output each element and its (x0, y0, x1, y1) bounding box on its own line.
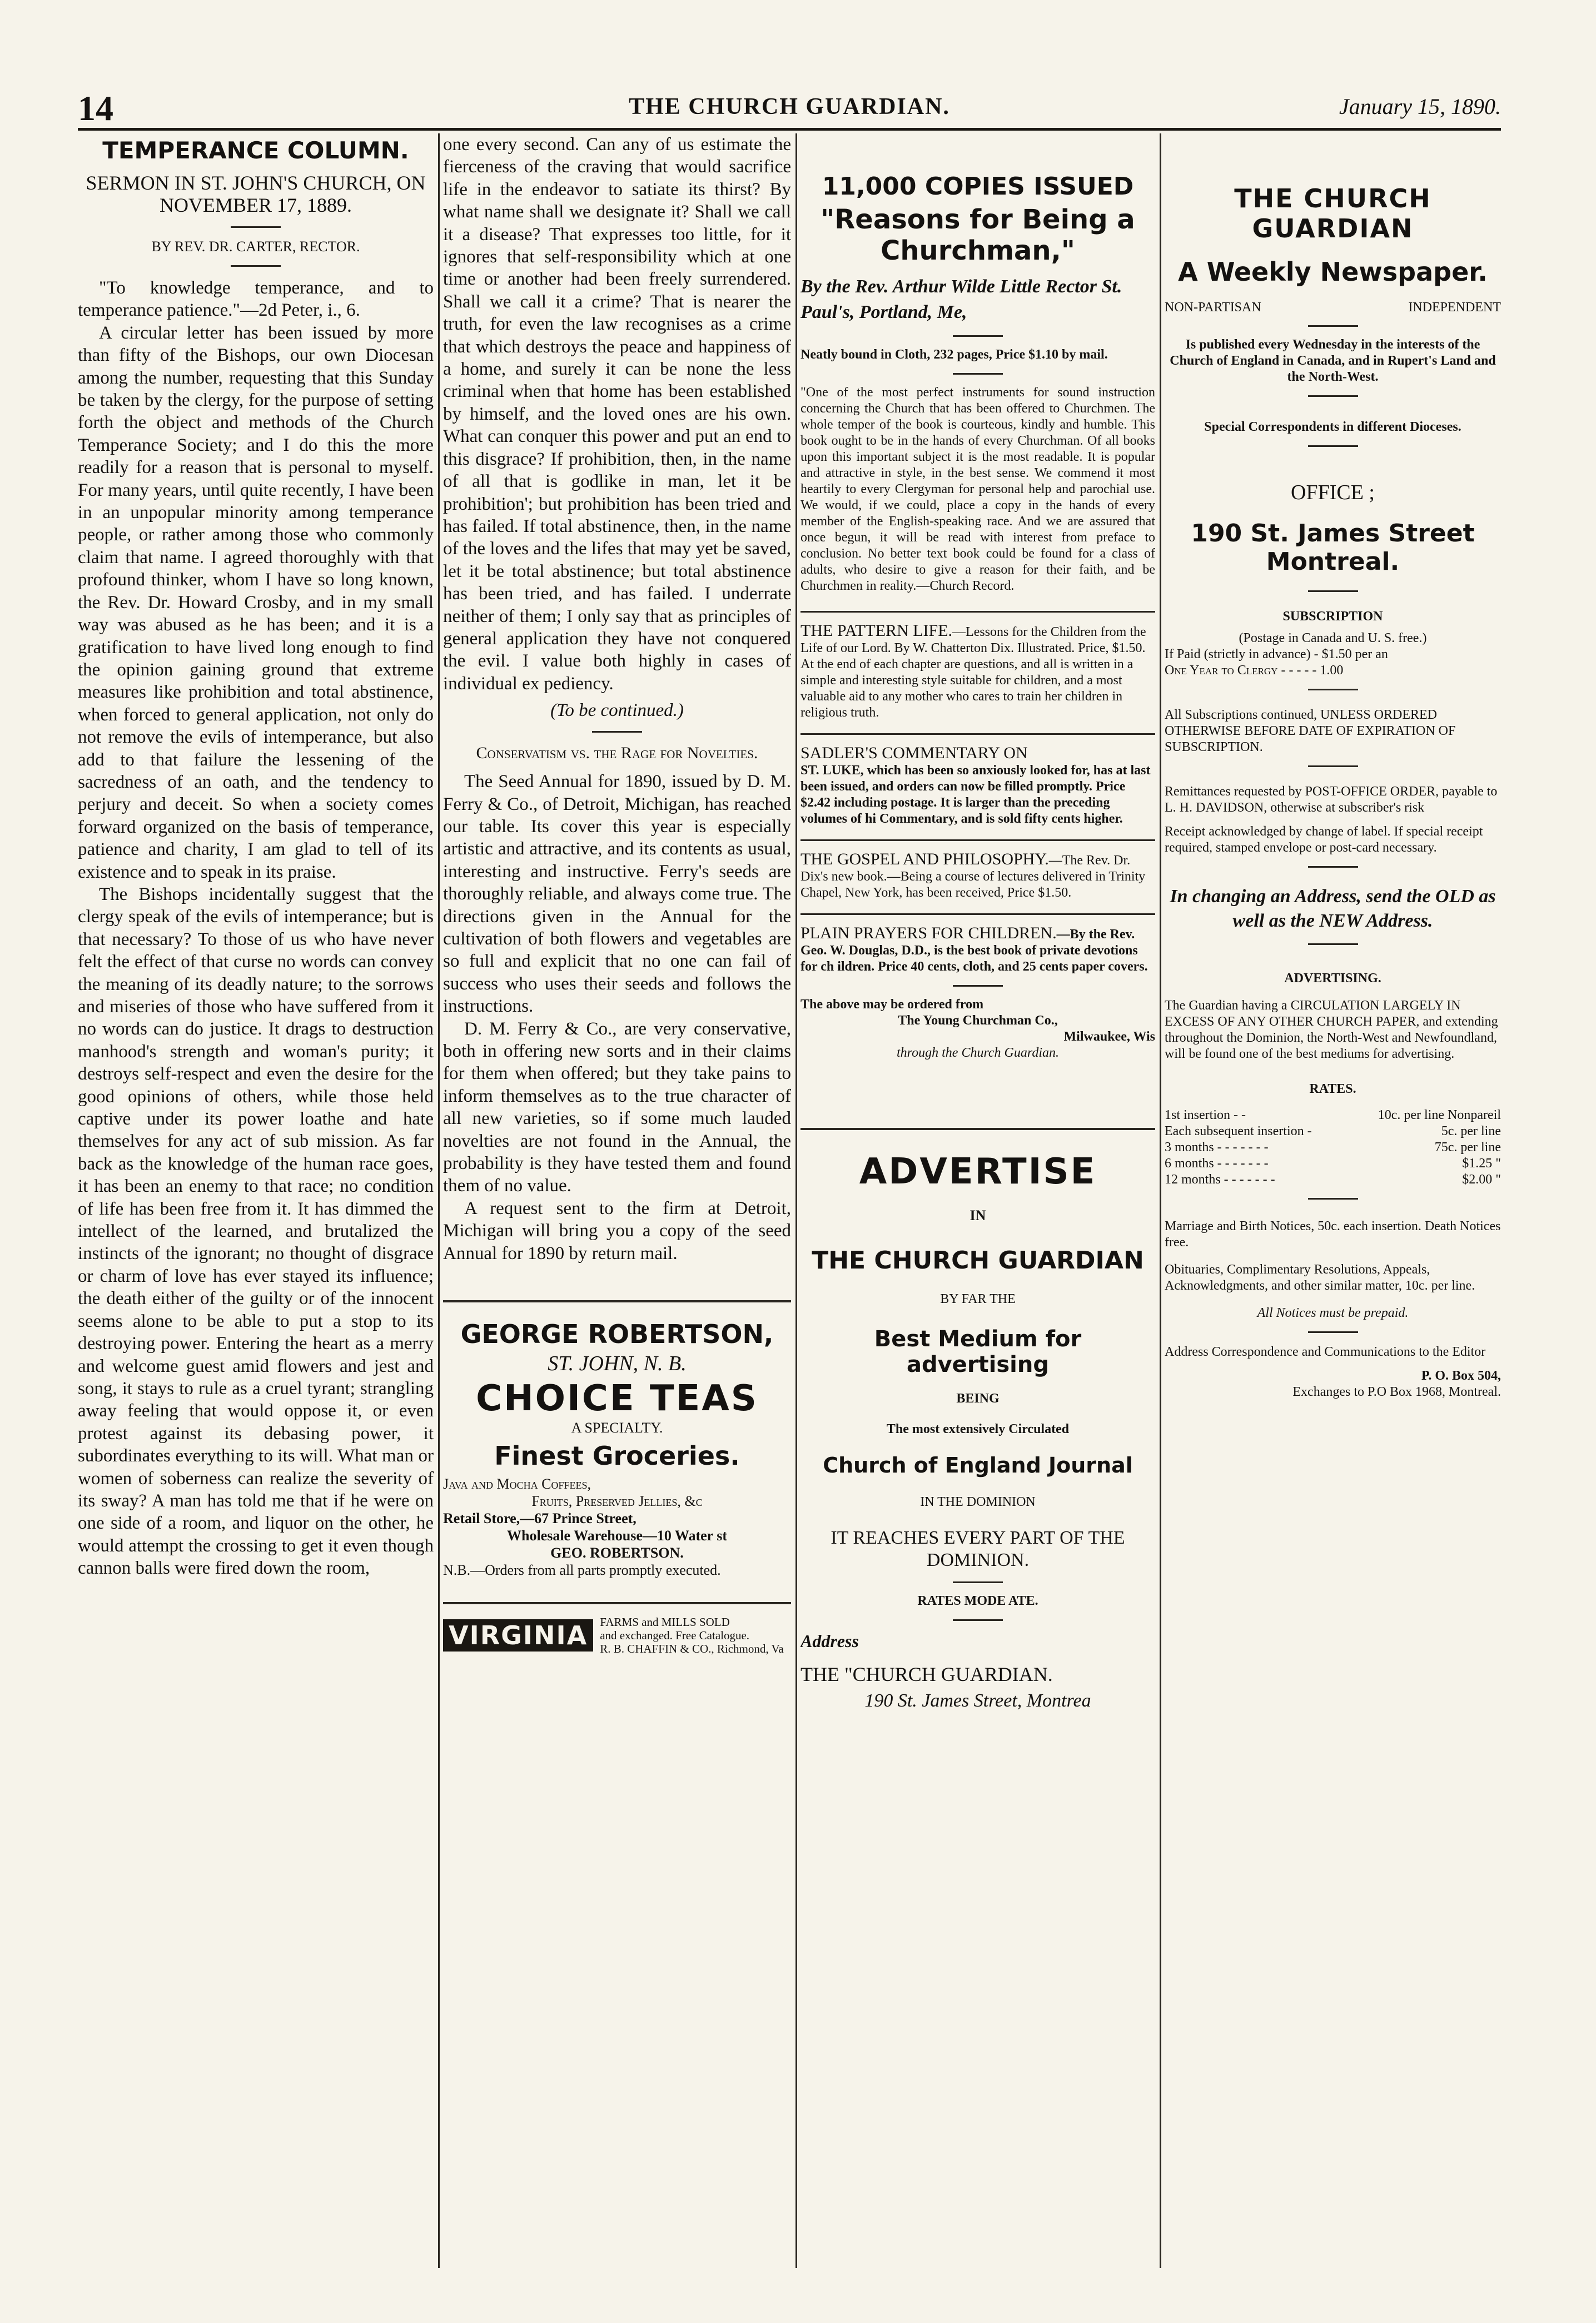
virginia-line: R. B. CHAFFIN & CO., Richmond, Va (600, 1642, 784, 1656)
divider (953, 1619, 1003, 1621)
paragraph: A circular letter has been issued by more than fifty of the Bishops, our own Diocesan among the number, requesting that this Sunday be taken by the clergy, for the purpose of setting forth the object and methods of the Church Temperance Society; and I do this the more readily for a reason that is personal to myself. For many years, until quite recently, I have been in an unpopular minority among temperance people, or rather among those who commonly claim that name. I agreed thoroughly with that profound thinker, whom I have so long known, the Rev. Dr. Howard Crosby, and in my small way was abused as he has been; and it is a gratification to have lived long enough to find the opinion gaining ground that extreme measures like prohibition and total abstinence, when forced to general application, not only do not remove the evils of intemperance, but also add to that failure the lessening of the sacredness of an oath, and the tendency to perjury and deceit. So when a society comes forward organized on the basis of temperance, patience and charity, I am glad to tell of its existence and to speak in its praise. (78, 322, 434, 882)
correspondence-notice: Address Correspondence and Communications to the Editor (1165, 1345, 1486, 1359)
rate-label: 1st insertion - - (1165, 1108, 1246, 1122)
po-box: P. O. Box 504, (1421, 1369, 1501, 1383)
order-via: through the Church Guardian. (897, 1046, 1059, 1060)
book-author: By the Rev. Arthur Wilde Little Rector St. Paul's, Portland, Me, (801, 276, 1122, 322)
section-heading: TEMPERANCE COLUMN. (102, 137, 409, 164)
rate-row (1165, 1172, 1501, 1188)
column-temperance (78, 133, 434, 2268)
masthead-title: THE CHURCH GUARDIAN (1234, 183, 1431, 243)
ad-merchant-name: GEORGE ROBERTSON, (460, 1319, 774, 1350)
office-address: 190 St. James Street Montreal. (1191, 519, 1475, 576)
pattern-life-text: —Lessons for the Children from the Life of our Lord. By W. Chatterton Dix. Illustrated. Price, $1.50. (801, 625, 1146, 655)
remittances-notice: Remittances requested by POST-OFFICE ORDER, payable to L. H. DAVIDSON, otherwise at subscriber's risk (1165, 784, 1498, 815)
robertson-ad (443, 1300, 791, 1579)
postage-note: (Postage in Canada and U. S. free.) (1239, 631, 1427, 645)
book-review: "One of the most perfect instruments for sound instruction concerning the Church that has been offered to Churchmen. The whole temper of the book is courteous, kindly and humble. This book ought to be in the hands of every Churchman. Of all books upon this important subject it is the most readable. It is popular and attractive in style, in the best sense. We commend it most heartily to every Clergyman for personal help and parochial use. We would, if we could, place a copy in the hands of every member of the English-speaking race. And we are assured that once begun, it will be read with interest from preface to conclusion. No better text book could be found for a class of adults, who desire to give a reason for their faith, and be Churchmen in reality.—Church Record. (801, 385, 1155, 593)
advertise-paper: THE CHURCH GUARDIAN (812, 1246, 1144, 1275)
published-note: Is published every Wednesday in the interests of the Church of England in Canada, and in Rupert's Land and the North-West. (1170, 337, 1496, 384)
rate-label: Each subsequent insertion - (1165, 1124, 1312, 1138)
divider (1308, 866, 1358, 868)
ad-location: ST. JOHN, N. B. (548, 1352, 687, 1376)
paragraph: D. M. Ferry & Co., are very conservative, both in offering new sorts and in their claims for them when offered; but they take pains to inform themselves as to the true character of all new varieties, so if some much lauded novelties are not found in the Annual, the probability is they have tested them and found them of no value. (443, 1018, 791, 1196)
copies-issued: 11,000 COPIES ISSUED (822, 172, 1134, 201)
rate-label: 6 months - - - - - - - (1165, 1156, 1269, 1171)
rate-value: 75c. per line (1434, 1140, 1501, 1155)
sermon-title: SERMON IN ST. JOHN'S CHURCH, ON NOVEMBER 17, 1889. (86, 172, 426, 216)
divider (231, 226, 281, 228)
divider (953, 985, 1003, 987)
column-rule-1 (438, 133, 440, 2268)
divider (953, 1581, 1003, 1583)
book-price: Neatly bound in Cloth, 232 pages, Price $1.10 by mail. (801, 347, 1108, 362)
divider (1308, 943, 1358, 945)
ad-line: Retail Store,—67 Prince Street, (443, 1510, 637, 1527)
divider (1308, 590, 1358, 592)
column-masthead (1165, 133, 1501, 2268)
paragraph: The Seed Annual for 1890, issued by D. M. Ferry & Co., of Detroit, Michigan, has reached our table. Its cover this year is especially artistic and attractive, and its contents as usual, interesting and instructive. Ferry's seeds are thoroughly reliable, and always come true. The directions given in the Annual for the cultivation of both flowers and vegetables are so full and explicit that no one can fail of success who uses their seeds and follows the instructions. (443, 772, 791, 1017)
prayers-title: PLAIN PRAYERS FOR CHILDREN. (801, 924, 1057, 942)
divider (1308, 325, 1358, 327)
prepaid-notice: All Notices must be prepaid. (1257, 1306, 1409, 1320)
office-label: OFFICE ; (1291, 481, 1375, 504)
divider (953, 335, 1003, 337)
advertise-far: BY FAR THE (940, 1292, 1016, 1306)
pattern-life-note: At the end of each chapter are questions, and all is written in a simple and interesting style suitable for children, and a most valuable aid to any mother who cares to train her children in religious truth. (801, 657, 1133, 720)
to-be-continued: (To be continued.) (550, 700, 684, 721)
paragraph: A request sent to the firm at Detroit, Michigan will bring you a copy of the seed Annual for 1890 by return mail. (443, 1198, 791, 1264)
ad-groceries: Finest Groceries. (494, 1441, 740, 1471)
masthead-weekly: A Weekly Newspaper. (1178, 257, 1488, 287)
epigraph: "To knowledge temperance, and to temperance patience."—2d Peter, i., 6. (78, 278, 434, 321)
ad-line: Fruits, Preserved Jellies, &c (531, 1493, 703, 1510)
prayers-text: —By the Rev. Geo. W. Douglas, D.D., is the best book of private devotions for ch ildren. Price 40 cents, cloth, and 25 cents paper covers. (801, 927, 1148, 974)
ad-signature: GEO. ROBERTSON. (550, 1545, 684, 1561)
rate-row (1165, 1140, 1501, 1156)
subscription-heading: SUBSCRIPTION (1282, 609, 1383, 624)
virginia-line: and exchanged. Free Catalogue. (600, 1629, 750, 1643)
order-city: Milwaukee, Wis (1063, 1029, 1155, 1044)
marriage-notice: Marriage and Birth Notices, 50c. each insertion. Death Notices free. (1165, 1219, 1501, 1250)
ad-line: Wholesale Warehouse—10 Water st (506, 1528, 728, 1544)
divider (1308, 1198, 1358, 1200)
paid-rate: If Paid (strictly in advance) - $1.50 per an (1165, 647, 1388, 661)
special-correspondents: Special Correspondents in different Dioceses. (1204, 420, 1461, 434)
ad-specialty: A SPECIALTY. (571, 1420, 663, 1436)
rate-value: $1.25 " (1462, 1156, 1501, 1171)
obituaries-notice: Obituaries, Complimentary Resolutions, Appeals, Acknowledgments, and other similar matter, 10c. per line. (1165, 1262, 1475, 1293)
rate-value: 10c. per line Nonpareil (1378, 1108, 1501, 1122)
rate-row (1165, 1123, 1501, 1140)
advertise-address-line: 190 St. James Street, Montrea (864, 1690, 1091, 1711)
gospel-title: THE GOSPEL AND PHILOSOPHY. (801, 850, 1049, 868)
column-continued (443, 133, 791, 2268)
gospel-text: —The Rev. Dr. Dix's new book.—Being a course of lectures delivered in Trinity Chapel, New York, has been received, Price $1.50. (801, 853, 1146, 900)
virginia-ad (443, 1602, 791, 1655)
advertise-being: BEING (956, 1391, 1000, 1406)
advertise-best: Best Medium for advertising (874, 1326, 1082, 1377)
column-rule-3 (1160, 133, 1161, 2268)
ad-note: N.B.—Orders from all parts promptly executed. (443, 1562, 721, 1579)
book-title: "Reasons for Being a Churchman," (821, 204, 1135, 266)
advertise-dominion: IN THE DOMINION (920, 1495, 1036, 1509)
clergy-rate: One Year to Clergy - - - - - 1.00 (1165, 663, 1344, 678)
page-header (78, 88, 1501, 131)
ad-line: Java and Mocha Coffees, (443, 1476, 591, 1493)
issue-date: January 15, 1890. (1339, 94, 1501, 119)
rate-label: 3 months - - - - - - - (1165, 1140, 1269, 1155)
virginia-line: FARMS and MILLS SOLD (600, 1615, 730, 1629)
page-number: 14 (78, 88, 113, 128)
advertise-box (801, 1128, 1155, 1712)
continued-notice: All Subscriptions continued, UNLESS ORDERED OTHERWISE BEFORE DATE OF EXPIRATION OF SUBSCRIPTION. (1165, 708, 1456, 754)
divider (953, 373, 1003, 375)
rate-table (1165, 1107, 1501, 1188)
advertise-address-line: THE "CHURCH GUARDIAN. (801, 1663, 1053, 1685)
rate-row (1165, 1107, 1501, 1123)
advertise-in: IN (969, 1207, 986, 1223)
sadler-title: SADLER'S COMMENTARY ON (801, 744, 1028, 762)
rate-row (1165, 1156, 1501, 1172)
advertising-text: The Guardian having a CIRCULATION LARGELY IN EXCESS OF ANY OTHER CHURCH PAPER, and extending throughout the Dominion, the North-West and Newfoundland, will be found one of the best mediums for advertising. (1165, 998, 1498, 1061)
non-partisan: NON-PARTISAN (1165, 300, 1261, 315)
sermon-byline: BY REV. DR. CARTER, RECTOR. (151, 238, 360, 255)
advertise-heading: ADVERTISE (859, 1151, 1097, 1192)
advertising-heading: ADVERTISING. (1284, 971, 1381, 986)
column-rule-2 (795, 133, 797, 2268)
rate-value: 5c. per line (1441, 1124, 1501, 1138)
address-change-notice: In changing an Address, send the OLD as well as the NEW Address. (1170, 886, 1496, 931)
paragraph: The Bishops incidentally suggest that the clergy speak of the evils of intemperance; but is that necessary? To those of us who have never felt the effect of that curse no words can convey the meaning of its deadly nature; to the sorrows and miseries of those who have suffered from it no words can do justice. It drags to destruction manhood's strength and woman's purity; it destroys self-respect and even the desire for the good opinions of others, while those held captive under its power loathe and hate themselves for any act of sub mission. As far back as the knowledge of the human race goes, it has been an enemy to that race; no condition of life has been free from it. It has dimmed the intellect of the learned, and brutalized the instincts of the ignorant; no thought of disgrace or charm of love has ever stayed its influence; the death either of the guilty or of the innocent seems alone to be able to put a stop to its destroying power. Entering the heart as a merry and welcome guest amid flowers and jest and song, it stays to rule as a cruel tyrant; strangling away feeling that would oppose it, or even protest against its debasing power, it subordinates everything to its will. What man or women of soberness can realize the severity of its sway? A man has told me that if he were on one side of a room, and liquor on the other, he would attempt the crossing to get it even though cannon balls were fired down the room, (78, 884, 434, 1579)
advertise-reaches: IT REACHES EVERY PART OF THE DOMINION. (831, 1528, 1125, 1570)
independent: INDEPENDENT (1408, 300, 1501, 315)
order-note: The above may be ordered from (801, 997, 984, 1012)
advertise-most: The most extensively Circulated (886, 1422, 1070, 1436)
column-books (801, 133, 1155, 2268)
divider (1308, 395, 1358, 397)
advertise-rates: RATES MODE ATE. (917, 1594, 1038, 1608)
advertise-address-label: Address (801, 1631, 859, 1651)
advertise-journal: Church of England Journal (823, 1453, 1133, 1478)
divider (1308, 445, 1358, 447)
virginia-banner: VIRGINIA (443, 1619, 593, 1652)
divider (1308, 1331, 1358, 1333)
divider (1308, 765, 1358, 767)
divider (592, 731, 642, 733)
newspaper-title: THE CHURCH GUARDIAN. (629, 94, 950, 120)
rate-label: 12 months - - - - - - - (1165, 1172, 1275, 1187)
ad-choice-teas: CHOICE TEAS (476, 1378, 758, 1420)
divider (231, 265, 281, 267)
rates-heading: RATES. (1309, 1082, 1356, 1096)
article-title: Conservatism vs. the Rage for Novelties. (476, 744, 758, 763)
rate-value: $2.00 " (1462, 1172, 1501, 1187)
pattern-life-title: THE PATTERN LIFE. (801, 621, 953, 640)
order-firm: The Young Churchman Co., (898, 1013, 1058, 1028)
paragraph: one every second. Can any of us estimate the fierceness of the craving that would sacrifice life in the endeavor to satiate its thirst? By what name shall we designate it? Shall we call it a disease? That expresses too little, for it ignores that self-responsibility which at one time or another had been freely surrendered. Shall we call it a crime? That is nearer the truth, for even the law recognises as a crime that which destroys the peace and happiness of a home, and surely it can be none the less criminal when that home has been established by himself, and the loved ones are his own. What can conquer this power and put an end to this disgrace? If prohibition, then, in the name of all that is godlike in man, let it be prohibition'; but prohibition has been tried and has failed. If total abstinence, then, in the name of the loves and the lifes that may yet be saved, let it be total abstinence; but total abstinence has been tried, and has failed. I underrate neither of them; I only say that as principles of general application they have not conquered the evil. I value both highly in cases of individual ex pediency. (443, 135, 791, 694)
divider (1308, 689, 1358, 690)
sadler-text: ST. LUKE, which has been so anxiously looked for, has at last been issued, and orders can now be filled promptly. Price $2.42 including postage. It is larger than the preceding volumes of hi Commentary, and is sold fifty cents higher. (801, 763, 1151, 826)
receipt-notice: Receipt acknowledged by change of label. If special receipt required, stamped envelope or post-card necessary. (1165, 824, 1483, 855)
exchanges-notice: Exchanges to P.O Box 1968, Montreal. (1292, 1385, 1501, 1399)
